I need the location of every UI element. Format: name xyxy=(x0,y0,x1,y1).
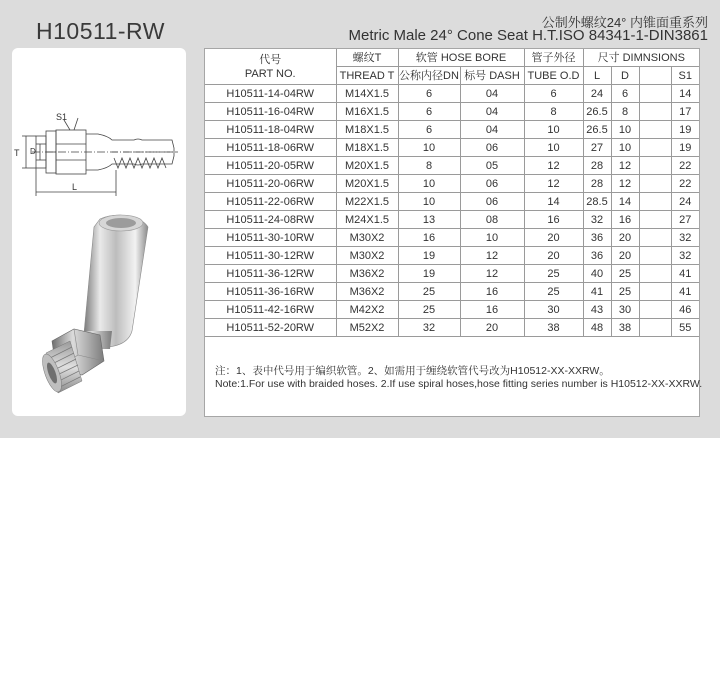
cell-part: H10511-30-10RW xyxy=(205,229,336,247)
cell-tube: 6 xyxy=(524,85,583,103)
cell-dn: 8 xyxy=(398,157,460,175)
table-row xyxy=(205,283,699,301)
cell-d: 6 xyxy=(611,85,639,103)
cell-thread: M20X1.5 xyxy=(336,175,398,193)
table-row xyxy=(205,157,699,175)
cell-s1: 32 xyxy=(671,229,699,247)
cell-d: 10 xyxy=(611,139,639,157)
cell-l: 36 xyxy=(583,229,611,247)
cell-dn: 10 xyxy=(398,175,460,193)
cell-thread: M18X1.5 xyxy=(336,139,398,157)
cell-part: H10511-20-06RW xyxy=(205,175,336,193)
cell-l: 28.5 xyxy=(583,193,611,211)
col-hose-bore: 软管 HOSE BORE xyxy=(398,49,524,67)
cell-dash: 06 xyxy=(460,139,524,157)
cell-part: H10511-36-16RW xyxy=(205,283,336,301)
cell-d: 20 xyxy=(611,247,639,265)
table-row xyxy=(205,139,699,157)
cell-d: 25 xyxy=(611,283,639,301)
cell-l: 41 xyxy=(583,283,611,301)
cell-tube: 25 xyxy=(524,265,583,283)
cell-tube: 30 xyxy=(524,301,583,319)
cell-thread: M18X1.5 xyxy=(336,121,398,139)
table-row xyxy=(205,103,699,121)
cell-d: 20 xyxy=(611,229,639,247)
cell-dn: 25 xyxy=(398,301,460,319)
l-label: L xyxy=(72,182,78,192)
cell-tube: 12 xyxy=(524,175,583,193)
cell-part: H10511-18-04RW xyxy=(205,121,336,139)
cell-dash: 12 xyxy=(460,247,524,265)
part-no-en: PART NO. xyxy=(244,67,296,80)
cell-d: 8 xyxy=(611,103,639,121)
cell-l: 48 xyxy=(583,319,611,337)
cell-thread: M36X2 xyxy=(336,265,398,283)
cell-s1: 41 xyxy=(671,265,699,283)
cell-dn: 10 xyxy=(398,193,460,211)
col-l: L xyxy=(583,67,611,85)
table-row xyxy=(205,229,699,247)
col-tube-cn: 管子外径 xyxy=(524,49,583,67)
cell-l: 27 xyxy=(583,139,611,157)
cell-thread: M14X1.5 xyxy=(336,85,398,103)
note-english: Note:1.For use with braided hoses. 2.If use spiral hoses,hose fitting series number is H10512-XX-XXRW. xyxy=(215,378,703,390)
cell-d: 14 xyxy=(611,193,639,211)
part-no-cn: 代号 xyxy=(259,53,282,66)
cell-s1: 17 xyxy=(671,103,699,121)
cell-s1: 19 xyxy=(671,121,699,139)
table-row xyxy=(205,211,699,229)
cell-tube: 8 xyxy=(524,103,583,121)
table-row xyxy=(205,319,699,337)
cell-dash: 16 xyxy=(460,301,524,319)
cell-s1: 41 xyxy=(671,283,699,301)
cell-part: H10511-24-08RW xyxy=(205,211,336,229)
cell-thread: M24X1.5 xyxy=(336,211,398,229)
spec-table xyxy=(205,49,699,337)
cell-l: 28 xyxy=(583,175,611,193)
cell-s1: 46 xyxy=(671,301,699,319)
cell-blank xyxy=(639,121,671,139)
cell-part: H10511-14-04RW xyxy=(205,85,336,103)
model-number: H10511-RW xyxy=(36,18,165,44)
cell-dash: 20 xyxy=(460,319,524,337)
cell-part: H10511-30-12RW xyxy=(205,247,336,265)
cell-blank xyxy=(639,193,671,211)
cell-d: 25 xyxy=(611,265,639,283)
cell-blank xyxy=(639,211,671,229)
cell-blank xyxy=(639,175,671,193)
cell-dn: 6 xyxy=(398,121,460,139)
cell-l: 36 xyxy=(583,247,611,265)
table-row xyxy=(205,175,699,193)
cell-dn: 19 xyxy=(398,247,460,265)
col-dn: 公称内径DN xyxy=(398,67,460,85)
fitting-photo xyxy=(12,213,186,413)
cell-part: H10511-42-16RW xyxy=(205,301,336,319)
spec-table-box xyxy=(204,48,703,417)
cell-dn: 13 xyxy=(398,211,460,229)
cell-dn: 10 xyxy=(398,139,460,157)
cell-l: 26.5 xyxy=(583,121,611,139)
cell-part: H10511-36-12RW xyxy=(205,265,336,283)
s1-label: S1 xyxy=(56,112,68,122)
cell-part: H10511-52-20RW xyxy=(205,319,336,337)
cell-tube: 14 xyxy=(524,193,583,211)
cell-part: H10511-16-04RW xyxy=(205,103,336,121)
notes xyxy=(215,365,702,391)
cell-dash: 16 xyxy=(460,283,524,301)
cell-blank xyxy=(639,229,671,247)
cell-s1: 14 xyxy=(671,85,699,103)
note-chinese: 注：1、表中代号用于编织软管。2、如需用于缠绕软管代号改为H10512-XX-XXRW。 xyxy=(215,365,610,377)
cell-dash: 04 xyxy=(460,121,524,139)
cell-l: 32 xyxy=(583,211,611,229)
cell-part: H10511-20-05RW xyxy=(205,157,336,175)
cell-d: 38 xyxy=(611,319,639,337)
cell-blank xyxy=(639,139,671,157)
cell-dash: 04 xyxy=(460,85,524,103)
cell-dn: 32 xyxy=(398,319,460,337)
cell-s1: 22 xyxy=(671,175,699,193)
cell-thread: M42X2 xyxy=(336,301,398,319)
cell-dn: 16 xyxy=(398,229,460,247)
cell-blank xyxy=(639,301,671,319)
col-tube-en: TUBE O.D xyxy=(524,67,583,85)
cell-thread: M30X2 xyxy=(336,229,398,247)
cell-dash: 08 xyxy=(460,211,524,229)
cell-tube: 20 xyxy=(524,247,583,265)
cell-l: 40 xyxy=(583,265,611,283)
cell-dash: 12 xyxy=(460,265,524,283)
cell-d: 12 xyxy=(611,157,639,175)
cell-l: 24 xyxy=(583,85,611,103)
fitting-technical-drawing xyxy=(12,48,186,208)
cell-tube: 16 xyxy=(524,211,583,229)
cell-blank xyxy=(639,103,671,121)
cell-dn: 6 xyxy=(398,85,460,103)
cell-s1: 55 xyxy=(671,319,699,337)
spec-table-body xyxy=(205,85,699,337)
table-row xyxy=(205,247,699,265)
cell-blank xyxy=(639,265,671,283)
cell-s1: 27 xyxy=(671,211,699,229)
table-row xyxy=(205,85,699,103)
cell-thread: M52X2 xyxy=(336,319,398,337)
cell-dash: 04 xyxy=(460,103,524,121)
col-thread-en: THREAD T xyxy=(336,67,398,85)
col-s1: S1 xyxy=(671,67,699,85)
cell-thread: M16X1.5 xyxy=(336,103,398,121)
cell-s1: 24 xyxy=(671,193,699,211)
col-d: D xyxy=(611,67,639,85)
cell-thread: M36X2 xyxy=(336,283,398,301)
cell-thread: M30X2 xyxy=(336,247,398,265)
title-english: Metric Male 24° Cone Seat H.T.ISO 84341-1-DIN3861 xyxy=(348,27,708,44)
cell-part: H10511-22-06RW xyxy=(205,193,336,211)
cell-l: 26.5 xyxy=(583,103,611,121)
t-label: T xyxy=(14,148,20,158)
cell-thread: M22X1.5 xyxy=(336,193,398,211)
cell-dn: 6 xyxy=(398,103,460,121)
col-part-no xyxy=(205,49,336,85)
table-row xyxy=(205,301,699,319)
table-row xyxy=(205,193,699,211)
table-row xyxy=(205,121,699,139)
cell-dash: 06 xyxy=(460,175,524,193)
cell-l: 43 xyxy=(583,301,611,319)
cell-blank xyxy=(639,85,671,103)
cell-d: 10 xyxy=(611,121,639,139)
cell-s1: 19 xyxy=(671,139,699,157)
product-image-card xyxy=(12,48,186,416)
cell-tube: 12 xyxy=(524,157,583,175)
cell-d: 30 xyxy=(611,301,639,319)
title-chinese: 公制外螺纹24° 内锥面重系列 xyxy=(541,15,708,30)
cell-tube: 38 xyxy=(524,319,583,337)
cell-d: 12 xyxy=(611,175,639,193)
cell-tube: 25 xyxy=(524,283,583,301)
cell-part: H10511-18-06RW xyxy=(205,139,336,157)
col-dimensions: 尺寸 DIMNSIONS xyxy=(583,49,699,67)
cell-blank xyxy=(639,247,671,265)
cell-s1: 22 xyxy=(671,157,699,175)
cell-blank xyxy=(639,283,671,301)
cell-dn: 25 xyxy=(398,283,460,301)
cell-dash: 10 xyxy=(460,229,524,247)
cell-blank xyxy=(639,157,671,175)
cell-tube: 20 xyxy=(524,229,583,247)
d-label: D xyxy=(30,147,36,156)
cell-dn: 19 xyxy=(398,265,460,283)
cell-dash: 06 xyxy=(460,193,524,211)
cell-s1: 32 xyxy=(671,247,699,265)
cell-tube: 10 xyxy=(524,139,583,157)
col-thread-cn: 螺纹T xyxy=(336,49,398,67)
cell-dash: 05 xyxy=(460,157,524,175)
cell-thread: M20X1.5 xyxy=(336,157,398,175)
col-dash: 标号 DASH xyxy=(460,67,524,85)
cell-blank xyxy=(639,319,671,337)
table-row xyxy=(205,265,699,283)
cell-l: 28 xyxy=(583,157,611,175)
col-blank xyxy=(639,67,671,85)
cell-d: 16 xyxy=(611,211,639,229)
cell-tube: 10 xyxy=(524,121,583,139)
